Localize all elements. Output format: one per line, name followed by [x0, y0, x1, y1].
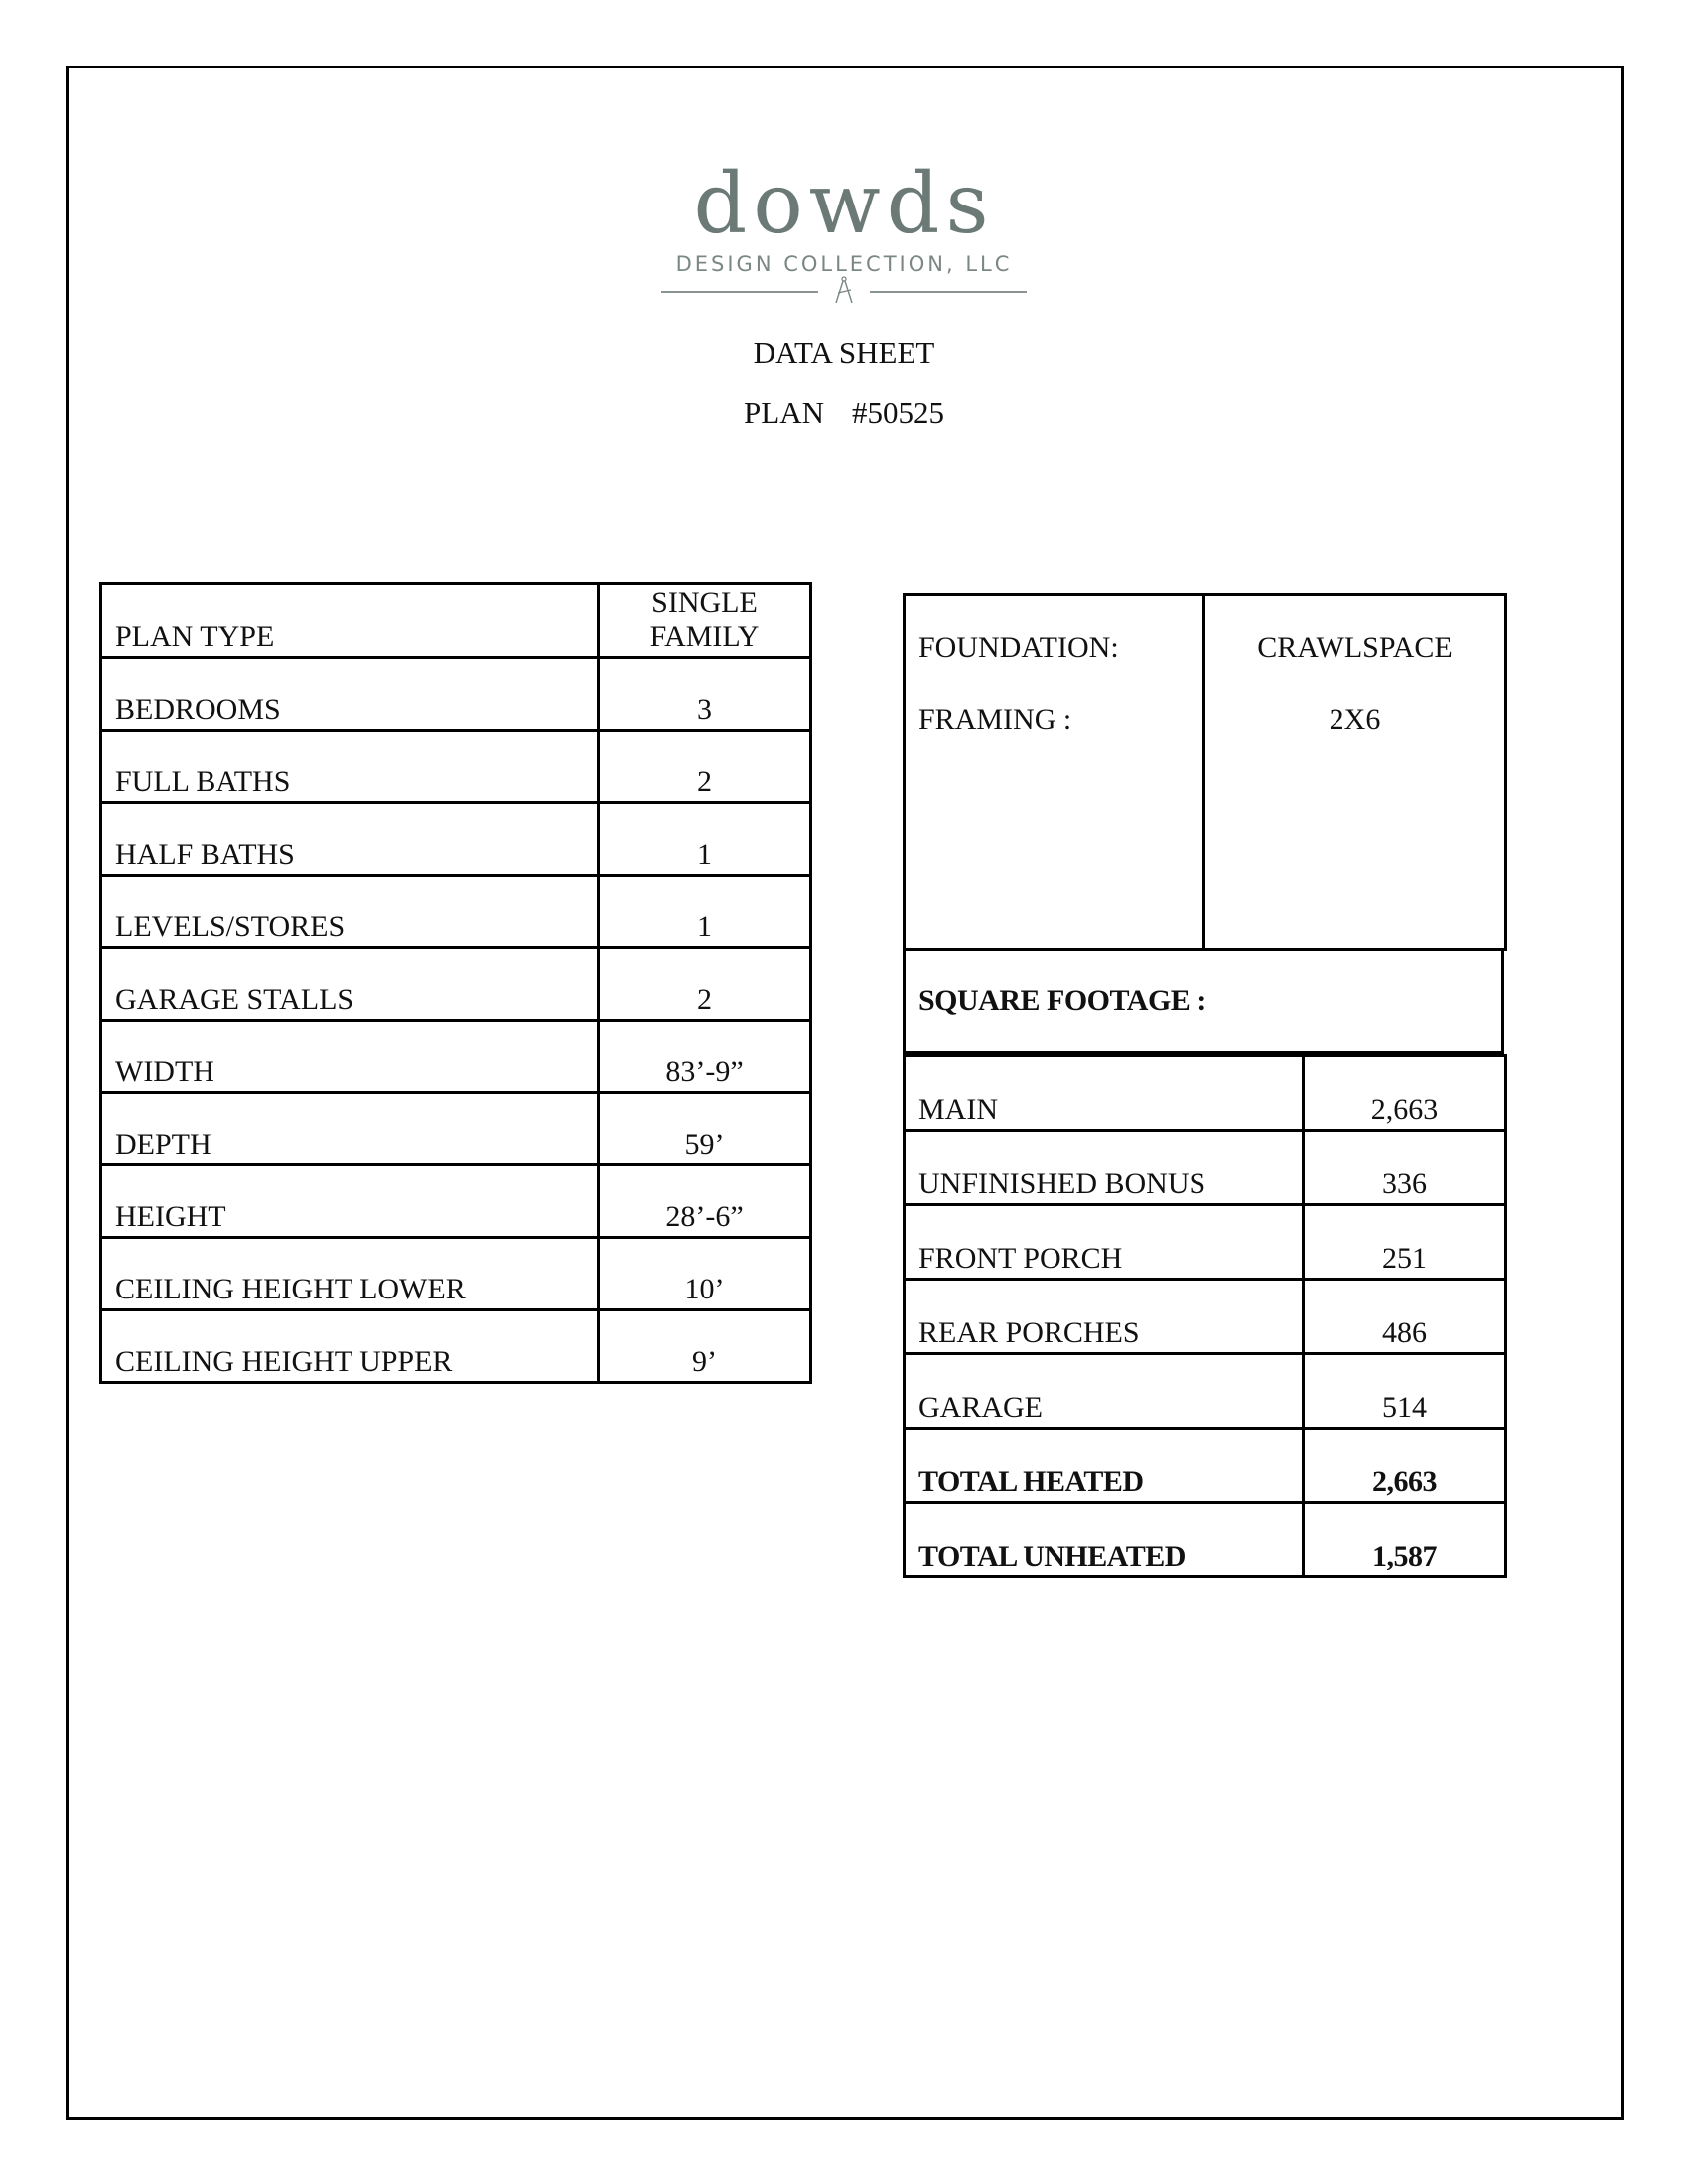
logo-rule-right: [870, 291, 1027, 293]
foundation-label: [906, 596, 1202, 755]
spec-label: HEIGHT: [101, 1165, 599, 1238]
table-row: [905, 1354, 1506, 1429]
logo-subtitle: DESIGN COLLECTION, LLC: [675, 252, 1013, 276]
sqft-label: REAR PORCHES: [905, 1280, 1304, 1354]
construction-labels: [905, 595, 1204, 950]
table-row: [101, 948, 811, 1021]
spec-value: 1: [599, 803, 811, 876]
sqft-label: FRONT PORCH: [905, 1205, 1304, 1280]
sqft-value: 1,587: [1304, 1503, 1506, 1577]
table-row: [101, 658, 811, 731]
spec-value: [599, 584, 811, 658]
table-row: [101, 1310, 811, 1383]
spec-value: 2: [599, 731, 811, 803]
sqft-value: 336: [1304, 1131, 1506, 1205]
plan-number-line: [0, 395, 1688, 431]
table-row: [101, 1165, 811, 1238]
plan-label: PLAN: [744, 395, 824, 430]
table-row: [101, 584, 811, 658]
spec-label: GARAGE STALLS: [101, 948, 599, 1021]
sqft-value: 486: [1304, 1280, 1506, 1354]
construction-values: [1204, 595, 1506, 950]
sqft-value: 514: [1304, 1354, 1506, 1429]
spec-value: 9’: [599, 1310, 811, 1383]
square-footage-heading-box: [903, 948, 1504, 1054]
table-row: [905, 595, 1506, 950]
table-row: [101, 1093, 811, 1165]
table-row: [905, 1205, 1506, 1280]
spec-value-line1: SINGLE: [651, 586, 758, 618]
spec-label: FULL BATHS: [101, 731, 599, 803]
logo-rule-left: [661, 291, 818, 293]
sqft-value: 2,663: [1304, 1429, 1506, 1503]
foundation-label-text: FOUNDATION:: [918, 631, 1119, 664]
table-row: [101, 1238, 811, 1310]
spec-value: 2: [599, 948, 811, 1021]
spec-label: BEDROOMS: [101, 658, 599, 731]
spec-label: CEILING HEIGHT UPPER: [101, 1310, 599, 1383]
foundation-value: [1205, 596, 1504, 755]
plan-specs-table: [99, 582, 812, 1384]
spec-label: DEPTH: [101, 1093, 599, 1165]
foundation-value-text: CRAWLSPACE: [1257, 631, 1453, 664]
sqft-label: MAIN: [905, 1056, 1304, 1131]
spec-value-line2: FAMILY: [649, 620, 760, 653]
table-row-total-heated: [905, 1429, 1506, 1503]
sqft-label: GARAGE: [905, 1354, 1304, 1429]
table-row: [101, 876, 811, 948]
plan-number: #50525: [851, 395, 944, 430]
spec-value: 83’-9”: [599, 1021, 811, 1093]
spec-label: LEVELS/STORES: [101, 876, 599, 948]
table-row: [101, 1021, 811, 1093]
spec-label: HALF BATHS: [101, 803, 599, 876]
square-footage-table: [903, 1054, 1507, 1578]
table-row: [905, 1056, 1506, 1131]
spec-label: CEILING HEIGHT LOWER: [101, 1238, 599, 1310]
spec-value: 1: [599, 876, 811, 948]
company-logo: [655, 155, 1033, 308]
table-row: [101, 803, 811, 876]
square-footage-heading: SQUARE FOOTAGE :: [918, 984, 1206, 1017]
table-row: [905, 1280, 1506, 1354]
sqft-label: UNFINISHED BONUS: [905, 1131, 1304, 1205]
sqft-value: 2,663: [1304, 1056, 1506, 1131]
spec-label: PLAN TYPE: [101, 584, 599, 658]
sqft-label: TOTAL HEATED: [905, 1429, 1304, 1503]
framing-value: 2X6: [1329, 703, 1381, 736]
spec-value: 59’: [599, 1093, 811, 1165]
construction-table: [903, 593, 1507, 951]
spec-label: WIDTH: [101, 1021, 599, 1093]
table-row: [905, 1131, 1506, 1205]
table-row-total-unheated: [905, 1503, 1506, 1577]
sqft-label: TOTAL UNHEATED: [905, 1503, 1304, 1577]
spec-value: 10’: [599, 1238, 811, 1310]
spec-value: 28’-6”: [599, 1165, 811, 1238]
spec-value: 3: [599, 658, 811, 731]
document-title: DATA SHEET: [753, 336, 935, 370]
sqft-value: 251: [1304, 1205, 1506, 1280]
framing-label: FRAMING :: [918, 703, 1072, 736]
drafting-compass-icon: [832, 276, 856, 304]
table-row: [101, 731, 811, 803]
logo-wordmark: dowds: [693, 155, 995, 252]
